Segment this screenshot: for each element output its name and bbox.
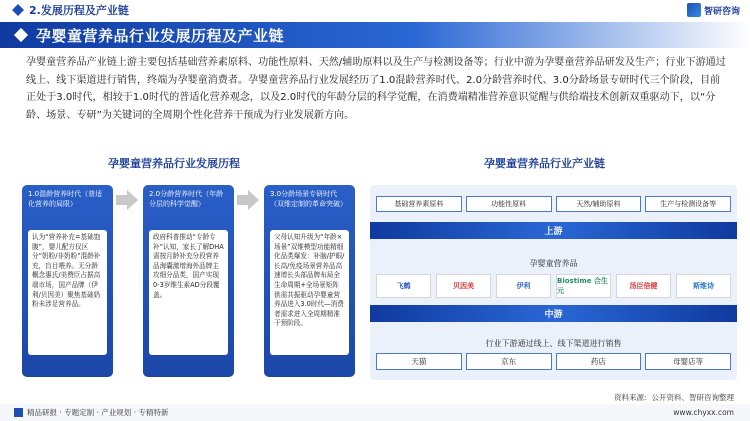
upstream-band: 上游	[370, 222, 737, 239]
footer-slogan: 精品研报 · 专题定制 · 产业规划 · 专精特新	[27, 408, 169, 417]
chain-title: 孕婴童营养品行业产业链	[484, 157, 605, 170]
section-header	[0, 0, 750, 20]
downstream-item: 药店	[556, 353, 642, 370]
title-diamond-icon	[14, 28, 28, 42]
logo-text: 智研咨询	[703, 6, 740, 17]
brand-logo-beingmate: 贝因美	[436, 274, 491, 298]
stage-body: 父母认知升级为“年龄×场景”双维模型功能精细化品类爆发：补脑/护眼/长高/免疫场景营养品高速增长头部品牌布局全生命周期+全场景矩阵供需共振驱动孕婴童营养品进入3.0时代—消费者需求进入全周期精准干预阶段。	[270, 230, 349, 355]
arrow-right-icon	[237, 190, 259, 210]
footer-url: www.chyxx.com	[673, 408, 734, 417]
source-note: 资料来源：公开资料、智研咨询整理	[614, 393, 734, 402]
section-title: 2.发展历程及产业链	[29, 4, 129, 17]
midstream-band: 中游	[370, 305, 737, 322]
brand-logo-by-health: 汤臣倍健	[616, 274, 671, 298]
upstream-item: 功能性原料	[466, 196, 552, 212]
stage-head: 2.0分龄营养时代（年龄分层的科学觉醒）	[149, 190, 224, 208]
midstream-title: 孕婴童营养品	[529, 259, 578, 268]
upstream-item: 天然/辅助原料	[556, 196, 642, 212]
stage-body: 政府科普推动“专龄专补”认知，家长了解DHA需按月龄补充分段营养品海囊激增海外品牌主攻细分品类，国产实现0-3岁维生素AD分段覆盖。	[149, 230, 228, 355]
title-bar	[0, 22, 750, 48]
upstream-row	[376, 196, 731, 212]
upstream-item: 生产与检测设备等	[645, 196, 731, 212]
stage-card-1	[22, 185, 113, 377]
downstream-title: 行业下游通过线上、线下渠道进行销售	[485, 339, 622, 348]
footer-icon	[14, 408, 23, 417]
brand-logo	[687, 3, 740, 17]
stage-head: 1.0混龄营养时代（普适化营养的局限）	[28, 190, 103, 208]
arrow-right-icon	[116, 190, 138, 210]
brand-row	[376, 274, 731, 298]
downstream-item: 天猫	[376, 353, 462, 370]
brand-logo-biostime: Biostime 合生元	[556, 274, 611, 298]
brand-logo-feihe: 飞鹤	[376, 274, 431, 298]
brand-logo-yili: 伊利	[496, 274, 551, 298]
logo-icon	[687, 3, 701, 17]
stage-body: 认为“营养补充=基础饱腹”，婴儿配方仅区分“奶粉/非奶粉”混龄补充，盲目喂养。无分龄概念惠氏/美赞臣占据高端市场，国产品牌（伊利/贝因美）聚焦基础奶粉未涉足营养品。	[28, 230, 107, 355]
downstream-item: 母婴店等	[645, 353, 731, 370]
downstream-row	[376, 353, 731, 370]
stage-head: 3.0分龄场景专研时代（双维定制的革命突破）	[270, 190, 347, 208]
stage-card-2	[143, 185, 234, 377]
upstream-item: 基础营养素原料	[376, 196, 462, 212]
brand-logo-swisse: 斯维诗	[676, 274, 731, 298]
section-diamond-icon	[12, 4, 24, 16]
history-title: 孕婴童营养品行业发展历程	[108, 157, 240, 170]
intro-paragraph: 孕婴童营养品产业链上游主要包括基础营养素原料、功能性原料、天然/辅助原料以及生产与检测设备等；行业中游为孕婴童营养品研发及生产；行业下游通过线上、线下渠道进行销售，终端为孕婴童消费者。孕婴童营养品行业发展经历了1.0混龄营养时代、2.0分龄营养时代、3.0分龄场景专研时代三个阶段，目前正处于3.0时代，相较于1.0时代的普适化营养观念，以及2.0时代的年龄分层的科学觉醒，在消费端精准营养意识觉醒与供给端技术创新双重驱动下，以“分龄、场景、专研”为关键词的全周期个性化营养干预成为行业发展新方向。	[26, 57, 726, 121]
stage-card-3	[264, 185, 355, 377]
footer-bar	[0, 404, 750, 421]
downstream-item: 京东	[466, 353, 552, 370]
page-title: 孕婴童营养品行业发展历程及产业链	[36, 26, 285, 45]
